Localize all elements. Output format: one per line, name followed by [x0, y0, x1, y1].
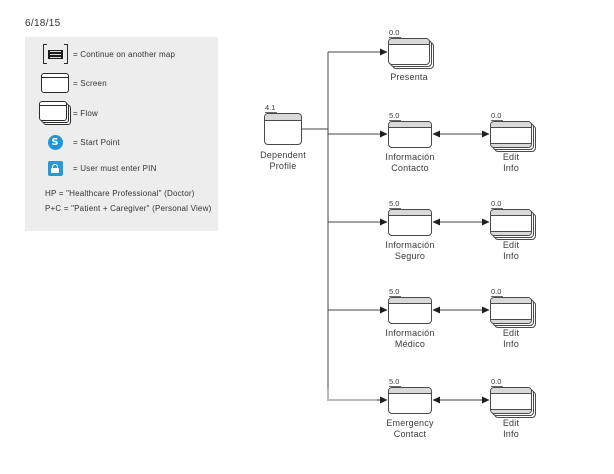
node-emergency-contact: [388, 387, 432, 414]
legend-item-continue-map: [37, 43, 213, 65]
node-number-informacion-medico: 5.0: [389, 287, 400, 296]
node-label-edit-info-seguro: Edit Info: [502, 240, 520, 261]
legend-item-label: = Continue on another map: [73, 49, 176, 59]
node-edit-info-contacto: [490, 121, 536, 152]
node-number-dependent-profile: 4.1: [265, 103, 276, 112]
screen-header-band: [491, 122, 531, 128]
node-number-edit-info-emergency: 0.0: [491, 377, 502, 386]
node-informacion-seguro: [388, 209, 432, 236]
node-edit-info-emergency: [490, 387, 536, 418]
flow-footer-band: [491, 143, 531, 147]
node-number-edit-info-contacto: 0.0: [491, 111, 502, 120]
node-label-presenta: Presenta: [390, 72, 428, 82]
node-informacion-medico: [388, 297, 432, 324]
node-edit-info-seguro: [490, 209, 536, 240]
flow-front-page: [490, 387, 532, 414]
node-number-edit-info-seguro: 0.0: [491, 199, 502, 208]
node-number-presenta: 0.0: [389, 28, 400, 37]
pin-lock-icon: [37, 161, 73, 176]
legend-item-start-point: [37, 135, 213, 150]
date-label: 6/18/15: [25, 18, 61, 29]
legend-item-flow: [37, 101, 213, 125]
node-dependent-profile: [264, 113, 302, 145]
legend-note-pc: P+C = "Patient + Caregiver" (Personal View): [45, 204, 212, 213]
start-point-glyph: S: [48, 135, 63, 150]
screen-header-band: [491, 210, 531, 216]
screen-header-band: [265, 114, 301, 121]
node-label-edit-info-medico: Edit Info: [502, 328, 520, 349]
legend-item-label: = Flow: [73, 108, 98, 118]
legend-note-hp: HP = "Healthcare Professional" (Doctor): [45, 189, 195, 198]
screen-header-band: [389, 39, 429, 45]
flow-front-page: [490, 209, 532, 236]
node-number-emergency-contact: 5.0: [389, 377, 400, 386]
node-number-edit-info-medico: 0.0: [491, 287, 502, 296]
node-label-informacion-medico: Información Médico: [385, 328, 435, 349]
start-point-icon: [37, 135, 73, 150]
continue-map-icon: [37, 43, 73, 65]
legend-item-pin: [37, 161, 213, 176]
node-number-informacion-contacto: 5.0: [389, 111, 400, 120]
node-number-informacion-seguro: 5.0: [389, 199, 400, 208]
screen-header-band: [491, 298, 531, 304]
legend-panel: [25, 37, 218, 231]
node-informacion-contacto: [388, 121, 432, 148]
flow-front-page: [490, 297, 532, 324]
legend-item-screen: [37, 73, 213, 93]
node-label-dependent-profile: Dependent Profile: [260, 150, 306, 171]
screen-header-band: [389, 388, 431, 394]
legend-item-label: = Start Point: [73, 138, 120, 147]
node-edit-info-medico: [490, 297, 536, 328]
legend-item-label: = User must enter PIN: [73, 164, 157, 173]
node-presenta: [388, 38, 434, 69]
node-label-informacion-contacto: Información Contacto: [385, 152, 435, 173]
flow-footer-band: [491, 319, 531, 323]
screen-icon: [37, 73, 73, 93]
flow-front-page: [490, 121, 532, 148]
screen-header-band: [389, 210, 431, 216]
node-label-emergency-contact: Emergency Contact: [386, 418, 434, 439]
screen-header-band: [389, 122, 431, 128]
legend-item-label: = Screen: [73, 78, 107, 88]
screen-header-band: [491, 388, 531, 394]
flow-icon: [37, 101, 73, 125]
flow-footer-band: [491, 409, 531, 413]
flow-front-page: [388, 38, 430, 65]
node-label-edit-info-contacto: Edit Info: [502, 152, 520, 173]
node-label-informacion-seguro: Información Seguro: [385, 240, 435, 261]
node-label-edit-info-emergency: Edit Info: [502, 418, 520, 439]
flow-footer-band: [491, 231, 531, 235]
screen-header-band: [389, 298, 431, 304]
